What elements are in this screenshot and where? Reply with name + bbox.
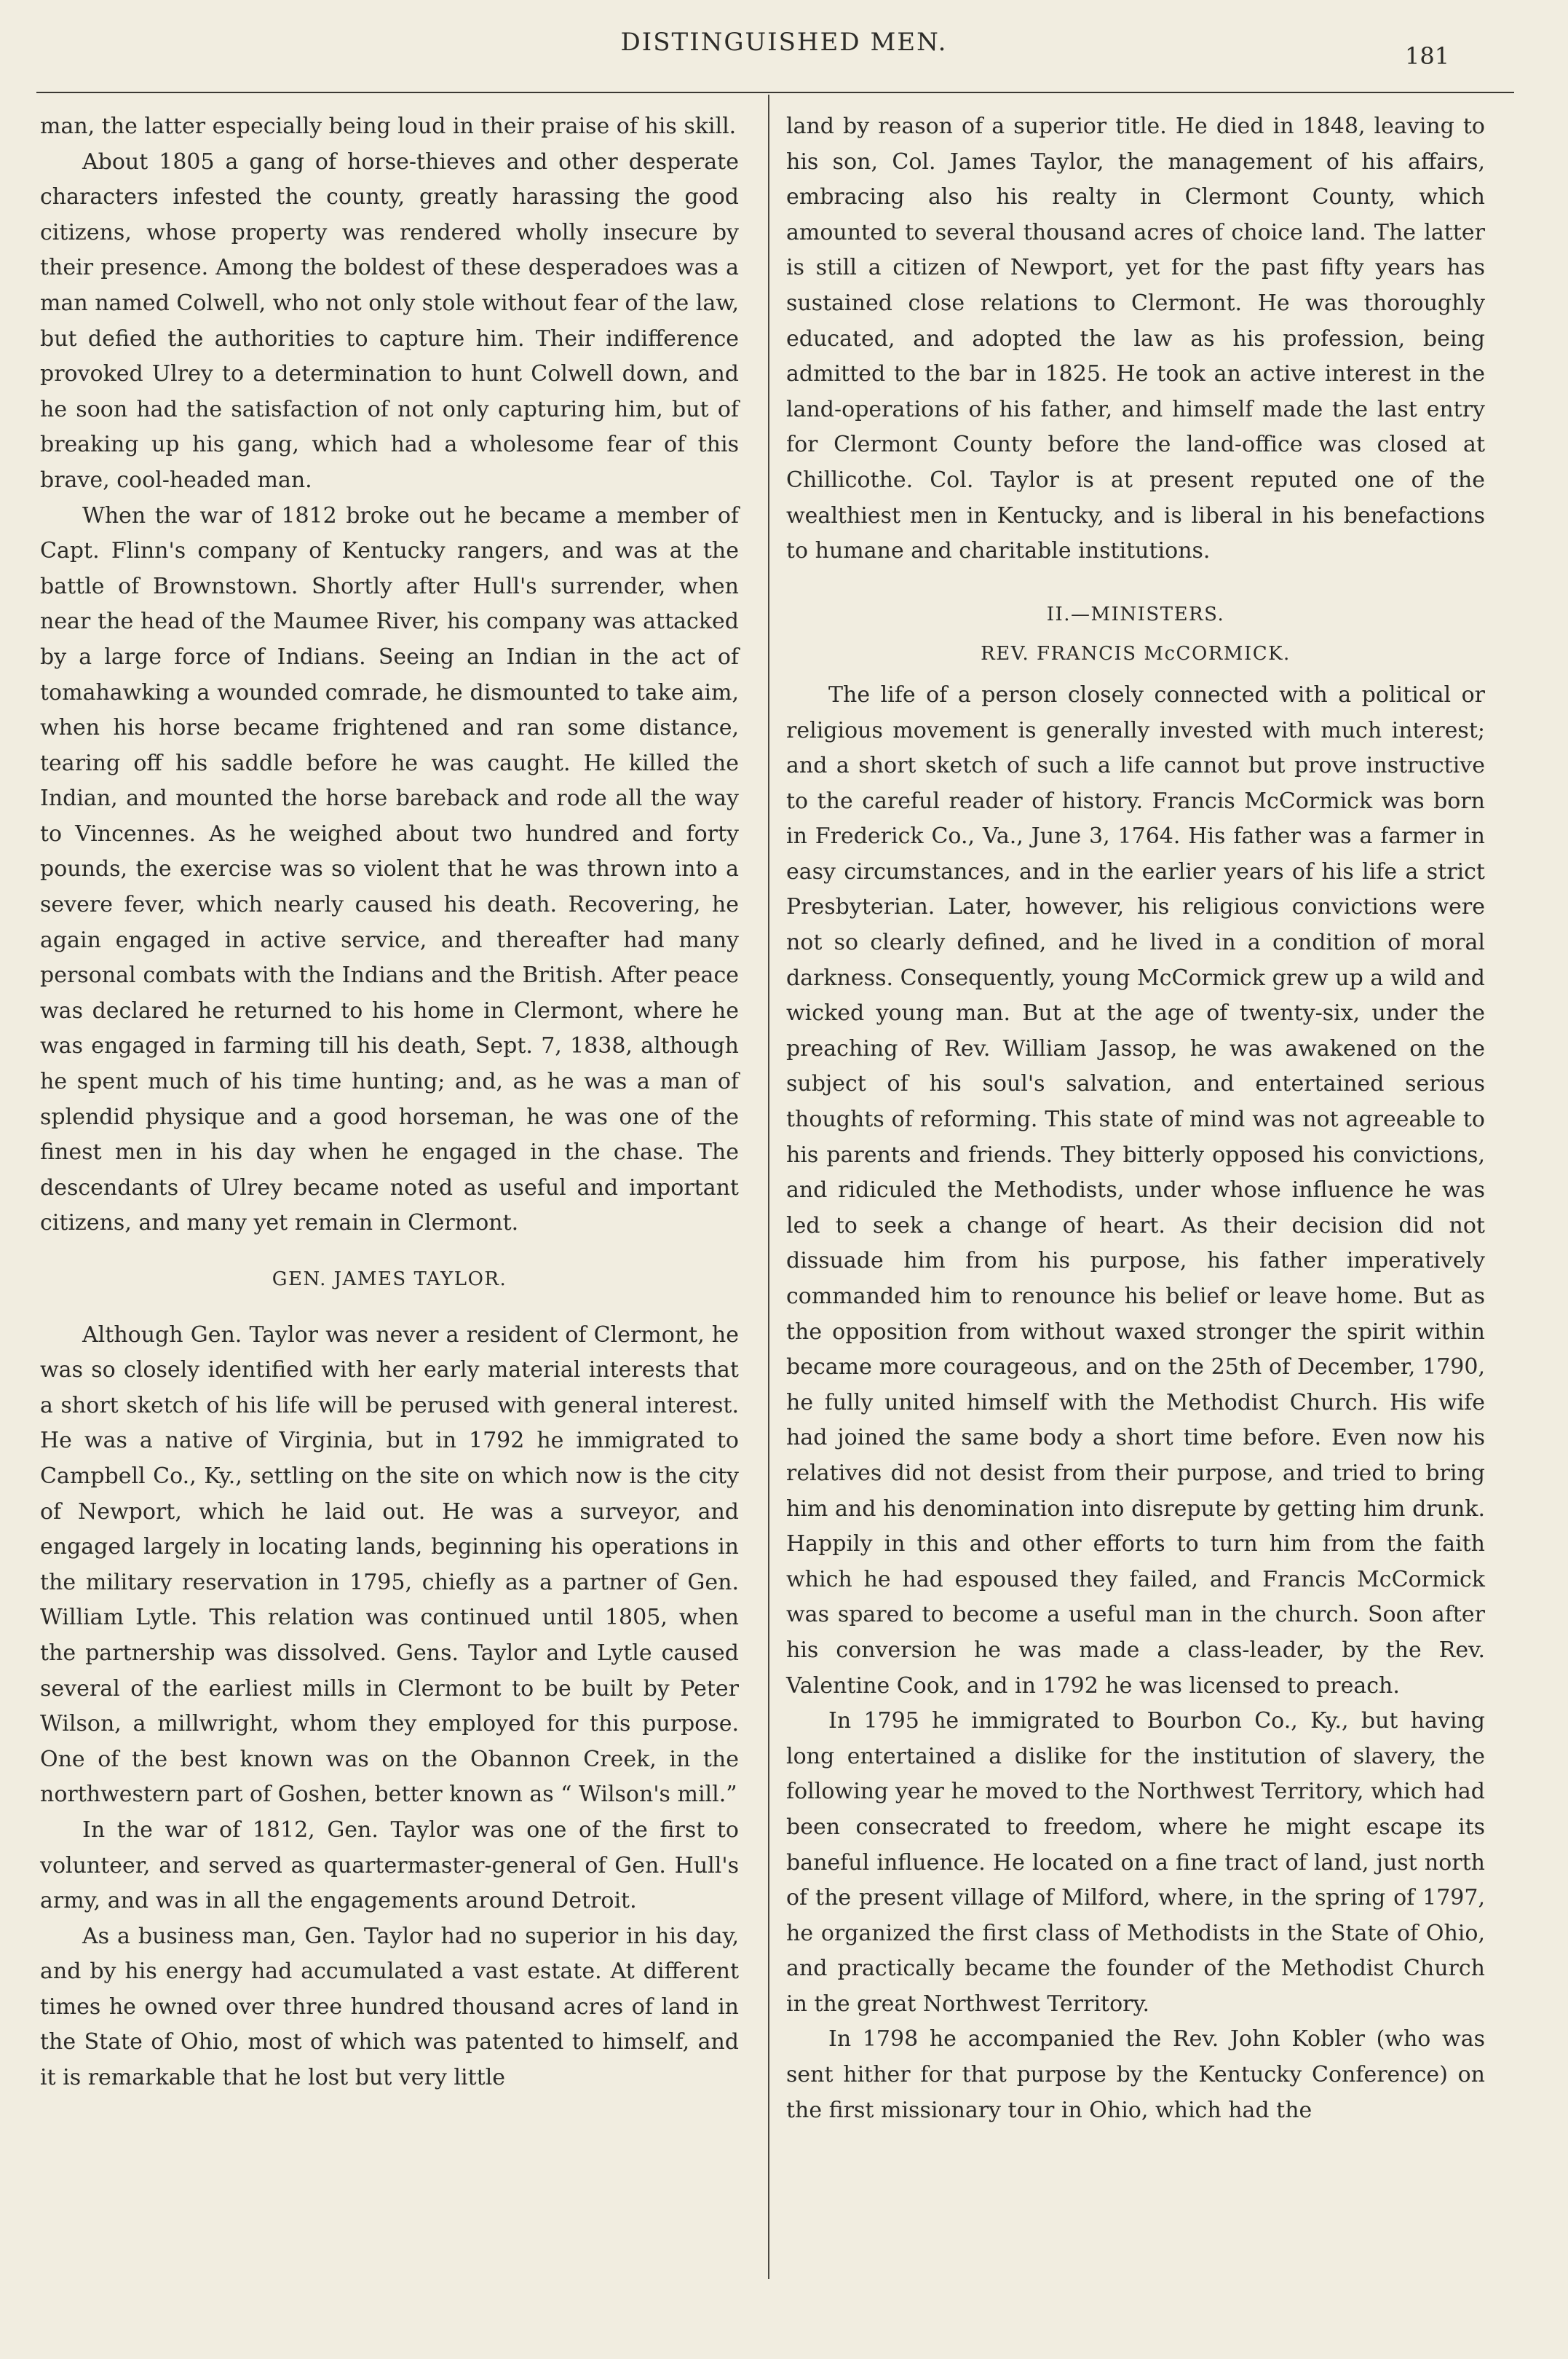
- paragraph: Although Gen. Taylor was never a resident of Clermont, he was so closely identified with her early material interests that a short sketch of his life will be perused with general interest. He was a native of Virginia, but in 1792 he immigrated to Campbell Co., Ky., settling on the site on which now is the city of Newport, which he laid out. He was a surveyor, and engaged largely in locating lands, beginning his operations in the military reservation in 1795, chiefly as a partner of Gen. William Lytle. This relation was continued until 1805, when the partnership was dissolved. Gens. Taylor and Lytle caused several of the earliest mills in Clermont to be built by Peter Wilson, a millwright, whom they employed for this purpose. One of the best known was on the Obannon Creek, in the northwestern part of Goshen, better known as “ Wilson's mill.”: [40, 1321, 739, 1808]
- paragraph: About 1805 a gang of horse-thieves and other desperate characters infested the county, greatly harassing the good citizens, whose property was rendered wholly insecure by their presence. Among the boldest of these desperadoes was a man named Colwell, who not only stole without fear of the law, but defied the authorities to capture him. Their indifference provoked Ulrey to a determination to hunt Colwell down, and he soon had the satisfaction of not only capturing him, but of breaking up his gang, which had a wholesome fear of this brave, cool-headed man.: [40, 149, 739, 493]
- subheading-francis-mccormick: REV. FRANCIS McCORMICK.: [981, 643, 1291, 665]
- paragraph: As a business man, Gen. Taylor had no superior in his day, and by his energy had accumulated a vast estate. At different times he owned over three hundred thousand acres of land in the State of Ohio, most of which was patented to himself, and it is remarkable that he lost but very little: [40, 1923, 739, 2091]
- paragraph: man, the latter especially being loud in their praise of his skill.: [40, 114, 737, 139]
- page-number: 181: [1405, 42, 1450, 70]
- right-column: [786, 109, 1485, 2128]
- section-heading-ministers: II.—MINISTERS.: [1046, 603, 1225, 625]
- paragraph: land by reason of a superior title. He died in 1848, leaving to his son, Col. James Taylor, the management of his affairs, embracing also his realty in Clermont County, which amounted to several thousand acres of choice land. The latter is still a citizen of Newport, yet for the past fifty years has sustained close relations to Clermont. He was thoroughly educated, and adopted the law as his profession, being admitted to the bar in 1825. He took an active interest in the land-operations of his father, and himself made the last entry for Clermont County before the land-office was closed at Chillicothe. Col. Taylor is at present reputed one of the wealthiest men in Kentucky, and is liberal in his benefactions to humane and charitable institutions.: [786, 114, 1485, 564]
- paragraph: In 1798 he accompanied the Rev. John Kobler (who was sent hither for that purpose by the Kentucky Conference) on the first missionary tour in Ohio, which had the: [786, 2026, 1485, 2123]
- subheading-james-taylor: GEN. JAMES TAYLOR.: [272, 1268, 507, 1290]
- paragraph: The life of a person closely connected with a political or religious movement is generally invested with much interest; and a short sketch of such a life cannot but prove instructive to the careful reader of history. Francis McCormick was born in Frederick Co., Va., June 3, 1764. His father was a farmer in easy circumstances, and in the earlier years of his life a strict Presbyterian. Later, however, his religious convictions were not so clearly defined, and he lived in a condition of moral darkness. Consequently, young McCormick grew up a wild and wicked young man. But at the age of twenty-six, under the preaching of Rev. William Jassop, he was awakened on the subject of his soul's salvation, and entertained serious thoughts of reforming. This state of mind was not agreeable to his parents and friends. They bitterly opposed his convictions, and ridiculed the Methodists, under whose influence he was led to seek a change of heart. As their decision did not dissuade him from his purpose, his father imperatively commanded him to renounce his belief or leave home. But as the opposition from without waxed stronger the spirit within became more courageous, and on the 25th of December, 1790, he fully united himself with the Methodist Church. His wife had joined the same body a short time before. Even now his relatives did not desist from their purpose, and tried to bring him and his denomination into disrepute by getting him drunk. Happily in this and other efforts to turn him from the faith which he had espoused they failed, and Francis McCormick was spared to become a useful man in the church. Soon after his conversion he was made a class-leader, by the Rev. Valentine Cook, and in 1792 he was licensed to preach.: [786, 681, 1485, 1699]
- spacer: [786, 569, 1485, 597]
- paragraph: When the war of 1812 broke out he became a member of Capt. Flinn's company of Kentucky rangers, and was at the battle of Brownstown. Shortly after Hull's surrender, when near the head of the Maumee River, his company was attacked by a large force of Indians. Seeing an Indian in the act of tomahawking a wounded comrade, he dismounted to take aim, when his horse became frightened and ran some distance, tearing off his saddle before he was caught. He killed the Indian, and mounted the horse bareback and rode all the way to Vincennes. As he weighed about two hundred and forty pounds, the exercise was so violent that he was thrown into a severe fever, which nearly caused his death. Recovering, he again engaged in active service, and thereafter had many personal combats with the Indians and the British. After peace was declared he returned to his home in Clermont, where he was engaged in farming till his death, Sept. 7, 1838, although he spent much of his time hunting; and, as he was a man of splendid physique and a good horseman, he was one of the finest men in his day when he engaged in the chase. The descendants of Ulrey became noted as useful and important citizens, and many yet remain in Clermont.: [40, 502, 739, 1236]
- paragraph: In the war of 1812, Gen. Taylor was one of the first to volunteer, and served as quartermaster-general of Gen. Hull's army, and was in all the engagements around Detroit.: [40, 1817, 739, 1914]
- spacer: [786, 672, 1485, 678]
- spacer: [40, 1297, 739, 1318]
- header-rule: [36, 92, 1514, 93]
- running-head: DISTINGUISHED MEN.: [620, 28, 948, 57]
- left-column: [40, 109, 739, 2096]
- spacer: [40, 1241, 739, 1262]
- paragraph: In 1795 he immigrated to Bourbon Co., Ky., but having long entertained a dislike for the institution of slavery, the following year he moved to the Northwest Territory, which had been consecrated to freedom, where he might escape its baneful influence. He located on a fine tract of land, just north of the present village of Milford, where, in the spring of 1797, he organized the first class of Methodists in the State of Ohio, and practically became the founder of the Methodist Church in the great Northwest Territory.: [786, 1708, 1485, 2017]
- column-divider: [768, 95, 769, 2279]
